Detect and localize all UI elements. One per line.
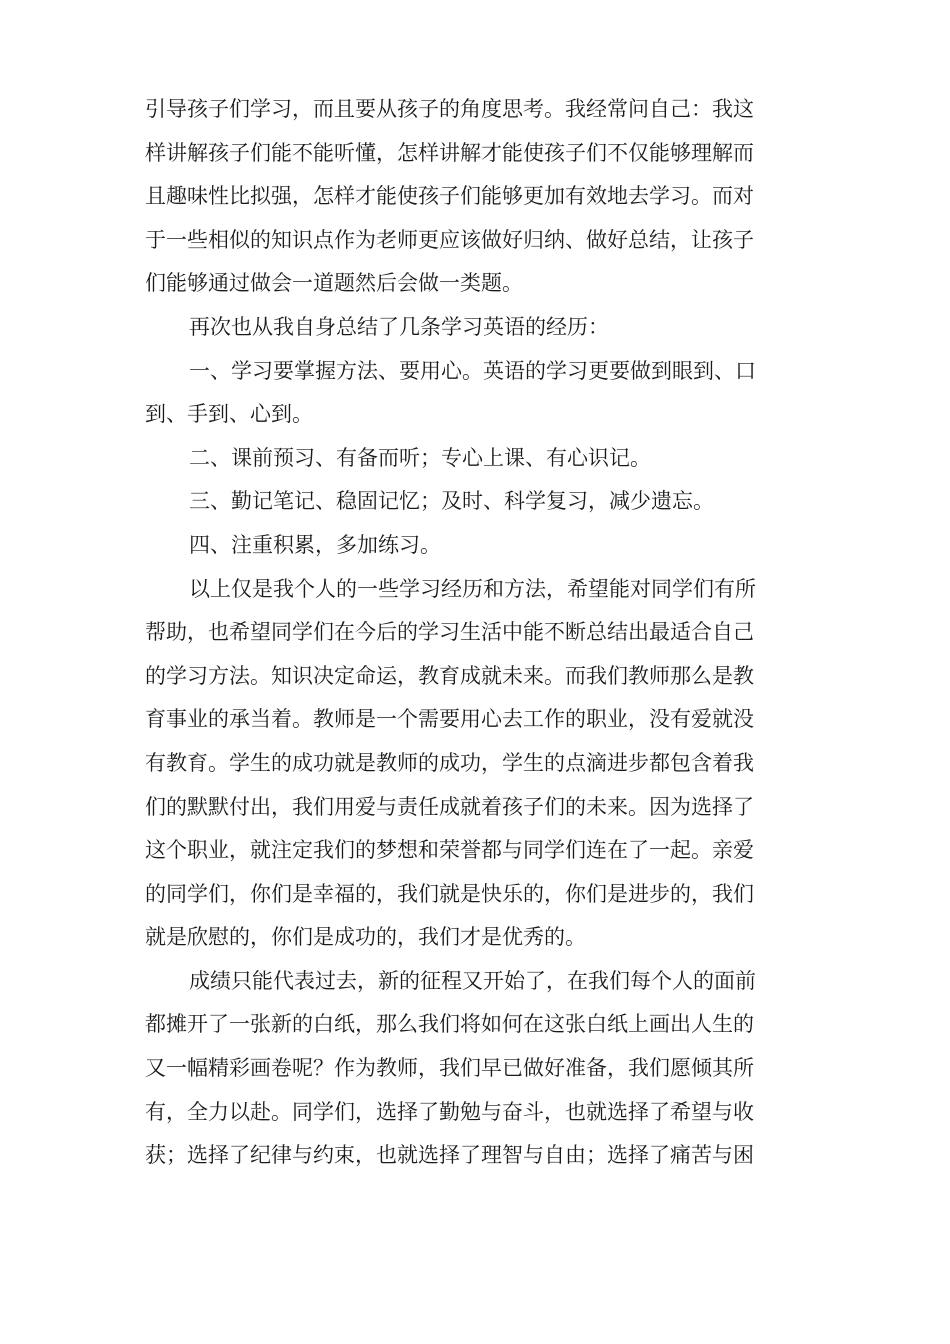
text-line: 都摊开了一张新的白纸，那么我们将如何在这张白纸上画出人生的: [145, 1012, 754, 1037]
paragraph: [145, 960, 805, 1178]
text-line: 们能够通过做会一道题然后会做一类题。: [145, 271, 523, 296]
text-line: 到、手到、心到。: [145, 402, 313, 427]
text-line: 的同学们，你们是幸福的，我们就是快乐的，你们是进步的，我们: [145, 881, 754, 906]
text-line: 三、勤记笔记、稳固记忆；及时、科学复习，减少遗忘。: [189, 489, 714, 514]
text-line: 有教育。学生的成功就是教师的成功，学生的点滴进步都包含着我: [145, 750, 754, 775]
text-line: 这个职业，就注定我们的梦想和荣誉都与同学们连在了一起。亲爱: [145, 838, 754, 863]
paragraph: [145, 88, 805, 306]
text-line: 于一些相似的知识点作为老师更应该做好归纳、做好总结，让孩子: [145, 227, 754, 252]
text-line: 育事业的承当着。教师是一个需要用心去工作的职业，没有爱就没: [145, 707, 754, 732]
text-line: 且趣味性比拟强，怎样才能使孩子们能够更加有效地去学习。而对: [145, 184, 754, 209]
paragraph: [145, 350, 805, 437]
text-line: 样讲解孩子们能不能听懂，怎样讲解才能使孩子们不仅能够理解而: [145, 140, 754, 165]
paragraph: [145, 524, 805, 568]
text-line: 以上仅是我个人的一些学习经历和方法，希望能对同学们有所: [189, 576, 756, 601]
paragraph: [145, 306, 805, 350]
paragraph: [145, 437, 805, 481]
text-line: 帮助，也希望同学们在今后的学习生活中能不断总结出最适合自己: [145, 620, 754, 645]
text-line: 二、课前预习、有备而听；专心上课、有心识记。: [189, 445, 651, 470]
text-line: 就是欣慰的，你们是成功的，我们才是优秀的。: [145, 925, 586, 950]
text-line: 四、注重积累，多加练习。: [189, 532, 441, 557]
document-page: [145, 88, 805, 1178]
text-line: 成绩只能代表过去，新的征程又开始了，在我们每个人的面前: [189, 968, 756, 993]
text-line: 又一幅精彩画卷呢？作为教师，我们早已做好准备，我们愿倾其所: [145, 1056, 754, 1081]
text-line: 的学习方法。知识决定命运，教育成就未来。而我们教师那么是教: [145, 663, 754, 688]
text-line: 引导孩子们学习，而且要从孩子的角度思考。我经常问自己：我这: [145, 97, 754, 121]
text-line: 一、学习要掌握方法、要用心。英语的学习更要做到眼到、口: [189, 358, 756, 383]
paragraph: [145, 568, 805, 960]
paragraph: [145, 480, 805, 524]
text-line: 获；选择了纪律与约束，也就选择了理智与自由；选择了痛苦与困: [145, 1143, 754, 1168]
text-line: 们的默默付出，我们用爱与责任成就着孩子们的未来。因为选择了: [145, 794, 754, 819]
text-line: 再次也从我自身总结了几条学习英语的经历：: [189, 314, 609, 339]
text-line: 有，全力以赴。同学们，选择了勤勉与奋斗，也就选择了希望与收: [145, 1099, 754, 1124]
